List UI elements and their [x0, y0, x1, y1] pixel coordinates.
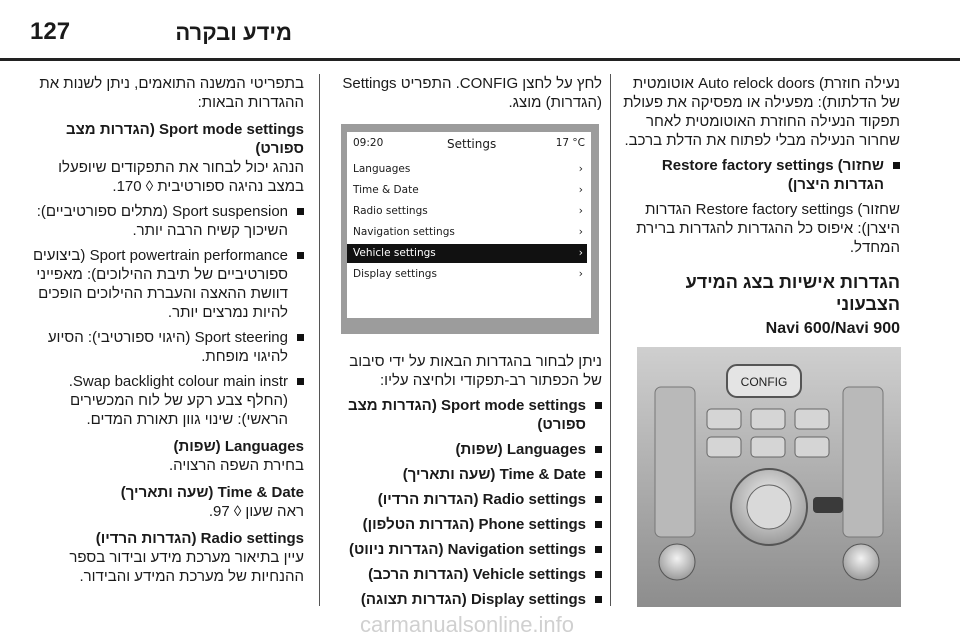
- display-screen: [347, 132, 591, 318]
- header-rule: [0, 58, 960, 61]
- display-menu-label: Display settings: [353, 268, 437, 280]
- watermark: carmanualsonline.info: [360, 612, 575, 637]
- list-item: Navigation settings (הגדרות ניווט): [330, 540, 602, 559]
- column-divider: [610, 74, 611, 606]
- paragraph: בחירת השפה הרצויה.: [169, 457, 304, 474]
- display-menu-item: [347, 265, 587, 284]
- list-item: Phone settings (הגדרות הטלפון): [330, 515, 602, 534]
- display-menu-item-selected: [347, 244, 587, 263]
- display-menu-label: Time & Date: [353, 184, 419, 196]
- paragraph: עיין בתיאור מערכת מידע ובידור בספר ההנחיות של מערכת המידע והבידור.: [69, 549, 304, 585]
- paragraph: ניתן לבחור בהגדרות הבאות על ידי סיבוב של הכפתור רב-תפקודי ולחיצה עליו:: [349, 353, 602, 389]
- column-left: [30, 74, 304, 592]
- display-menu-item: [347, 202, 587, 221]
- column-middle-lower: [330, 352, 602, 615]
- list-item: Sport mode settings (הגדרות מצב ספורט): [330, 396, 602, 434]
- paragraph: נעילה חוזרת) Auto relock doors אוטומטית של הדלתות): מפעילה או מפסיקה את פעולת תפקוד הנעילה החוזרת האוטומטית לאחר שחרור הנעילה מבלי לפתוח את הדלת ברכב.: [623, 75, 900, 149]
- settings-display-image: [341, 124, 599, 334]
- display-top-bar: [347, 132, 591, 156]
- paragraph: בתפריטי המשנה התואמים, ניתן לשנות את ההגדרות הבאות:: [39, 75, 304, 111]
- list-item: Time & Date (שעה ותאריך): [330, 465, 602, 484]
- column-middle: [330, 74, 602, 118]
- display-title: Settings: [447, 137, 497, 151]
- chevron-right-icon: ›: [578, 226, 583, 238]
- list-item: Radio settings (הגדרות הרדיו): [330, 490, 602, 509]
- subsection-heading: Time & Date (שעה ותאריך): [120, 484, 304, 501]
- display-menu-label: Languages: [353, 163, 411, 175]
- display-menu-item: [347, 223, 587, 242]
- column-divider: [319, 74, 320, 606]
- list-item: Vehicle settings (הגדרות הרכב): [330, 565, 602, 584]
- chevron-right-icon: ›: [578, 184, 583, 196]
- control-panel-photo: [637, 347, 901, 607]
- chevron-right-icon: ›: [578, 247, 583, 259]
- bullet-item: Sport powertrain performance (ביצועים ספורטיביים של תיבת ההילוכים): מאפייני דוושת ההאצה והעברת ההילוכים הופכים להיות נמרצים יותר.: [30, 246, 304, 322]
- display-time: 09:20: [353, 137, 384, 149]
- config-button-label: CONFIG: [740, 375, 788, 389]
- chevron-right-icon: ›: [578, 268, 583, 280]
- chapter-title: מידע ובקרה: [175, 20, 292, 45]
- chevron-right-icon: ›: [578, 163, 583, 175]
- bullet-item: Sport suspension (מתלים ספורטיביים): השיכוך קשיח הרבה יותר.: [30, 202, 304, 240]
- list-item: Display settings (הגדרות תצוגה): [330, 590, 602, 609]
- subsection-heading: Sport mode settings (הגדרות מצב ספורט): [66, 121, 304, 157]
- paragraph: ראה שעון ◊ 97.: [208, 503, 304, 520]
- paragraph: שחזור) Restore factory settings הגדרות היצרן): איפוס כל ההגדרות להגדרות ברירת המחדל.: [636, 201, 900, 256]
- subsection-heading: Navi 600/Navi 900: [765, 320, 900, 337]
- column-right: [622, 74, 900, 338]
- display-menu-item: [347, 160, 587, 179]
- subsection-heading: Radio settings (הגדרות הרדיו): [95, 530, 304, 547]
- display-menu-item: [347, 181, 587, 200]
- bullet-item: Sport steering (היגוי ספורטיבי): הסיוע להיגוי מופחת.: [30, 328, 304, 366]
- display-menu-label: Radio settings: [353, 205, 428, 217]
- list-item: Languages (שפות): [330, 440, 602, 459]
- display-menu-label: Vehicle settings: [353, 247, 436, 259]
- bullet-item: שחזור) Restore factory settings הגדרות היצרן): [622, 156, 900, 194]
- paragraph: לחץ על לחצן CONFIG. התפריט Settings (הגדרות) מוצג.: [342, 75, 602, 111]
- control-panel-illustration: [637, 347, 901, 607]
- paragraph: הנהג יכול לבחור את התפקודים שיופעלו במצב נהיגה ספורטיבית ◊ 170.: [58, 159, 304, 195]
- subsection-heading: Languages (שפות): [173, 438, 304, 455]
- chevron-right-icon: ›: [578, 205, 583, 217]
- page-number: 127: [30, 18, 71, 45]
- display-menu-label: Navigation settings: [353, 226, 455, 238]
- page-header: [0, 0, 960, 62]
- bullet-item: Swap backlight colour main instr. (החלף צבע רקע של לוח המכשירים הראשי): שינוי גוון תאורת המדים.: [30, 372, 304, 429]
- display-temperature: 17 °C: [555, 137, 585, 149]
- section-heading: הגדרות אישיות בצג המידע הצבעוני: [685, 272, 900, 314]
